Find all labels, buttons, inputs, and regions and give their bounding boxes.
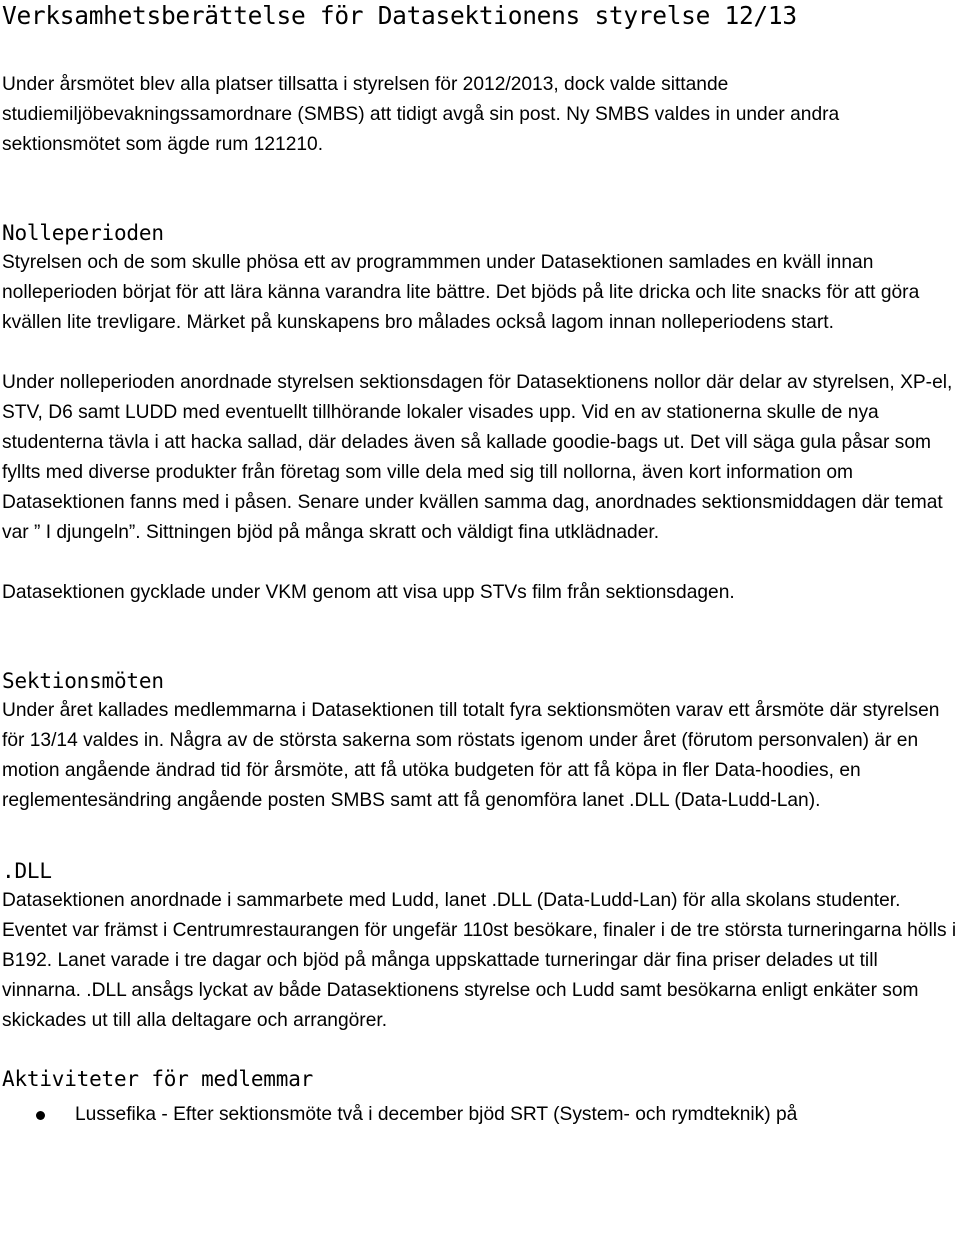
section-nolleperioden <box>2 218 958 608</box>
document-title: Verksamhetsberättelse för Datasektionens styrelse 12/13 <box>2 1 797 30</box>
paragraph: Under nolleperioden anordnade styrelsen sektionsdagen för Datasektionens nollor där delar av styrelsen, XP-el, STV, D6 samt LUDD med eventuellt tillhörande lokaler visades upp. Vid en av stationerna skulle de nya studenterna tävla i att hacka sallad, där delades även så kallade goodie-bags ut. Det vill säga gula påsar som fyllts med diverse produkter från företag som ville dela med sig till nollorna, även kort information om Datasektionen fanns med i påsen. Senare under kvällen samma dag, anordnades sektionsmiddagen där temat var ” I djungeln”. Sittningen bjöd på många skratt och väldigt fina utklädnader. <box>2 372 953 543</box>
document-page <box>2 0 958 1130</box>
section-heading-aktiviteter: Aktiviteter för medlemmar <box>2 1067 314 1091</box>
paragraph: Under året kallades medlemmarna i Datasektionen till totalt fyra sektionsmöten varav ett årsmöte där styrelsen för 13/14 valdes in. Några av de största sakerna som röstats igenom under året (förutom personvalen) är en motion angående ändrad tid för årsmöte, att få utöka budgeten för att få köpa in fler Data-hoodies, en reglementesändring angående posten SMBS samt att få genomföra lanet .DLL (Data-Ludd-Lan). <box>2 700 940 811</box>
paragraph: Datasektionen anordnade i sammarbete med Ludd, lanet .DLL (Data-Ludd-Lan) för alla skolans studenter. Eventet var främst i Centrumrestaurangen för ungefär 110st besökare, finaler i de tre största turneringarna hölls i B192. Lanet varade i tre dagar och bjöd på många uppskattade turneringar där fina priser delades ut till vinnarna. .DLL ansågs lyckat av både Datasektionens styrelse och Ludd samt besökarna enligt enkäter som skickades ut till alla deltagare och arrangörer. <box>2 890 957 1031</box>
bullet-list <box>2 1100 958 1130</box>
section-heading-sektionsmoten: Sektionsmöten <box>2 669 164 693</box>
section-aktiviteter <box>2 1064 958 1130</box>
list-item-text: Lussefika - Efter sektionsmöte två i december bjöd SRT (System- och rymdteknik) på <box>75 1104 798 1125</box>
section-sektionsmoten <box>2 666 958 816</box>
paragraph: Styrelsen och de som skulle phösa ett av programmmen under Datasektionen samlades en kväll innan nolleperioden börjat för att lära känna varandra lite bättre. Det bjöds på lite dricka och lite snacks för att göra kvällen lite trevligare. Märket på kunskapens bro målades också lagom innan nolleperiodens start. <box>2 252 920 333</box>
paragraph: Datasektionen gycklade under VKM genom att visa upp STVs film från sektionsdagen. <box>2 582 735 603</box>
section-heading-nolleperioden: Nolleperioden <box>2 221 164 245</box>
intro-paragraph: Under årsmötet blev alla platser tillsatta i styrelsen för 2012/2013, dock valde sittande studiemiljöbevakningssamordnare (SMBS) att tidigt avgå sin post. Ny SMBS valdes in under andra sektionsmötet som ägde rum 121210. <box>2 74 840 155</box>
section-dll <box>2 856 958 1036</box>
list-item <box>2 1100 958 1130</box>
section-heading-dll: .DLL <box>2 859 52 883</box>
bullet-icon <box>36 1111 45 1120</box>
